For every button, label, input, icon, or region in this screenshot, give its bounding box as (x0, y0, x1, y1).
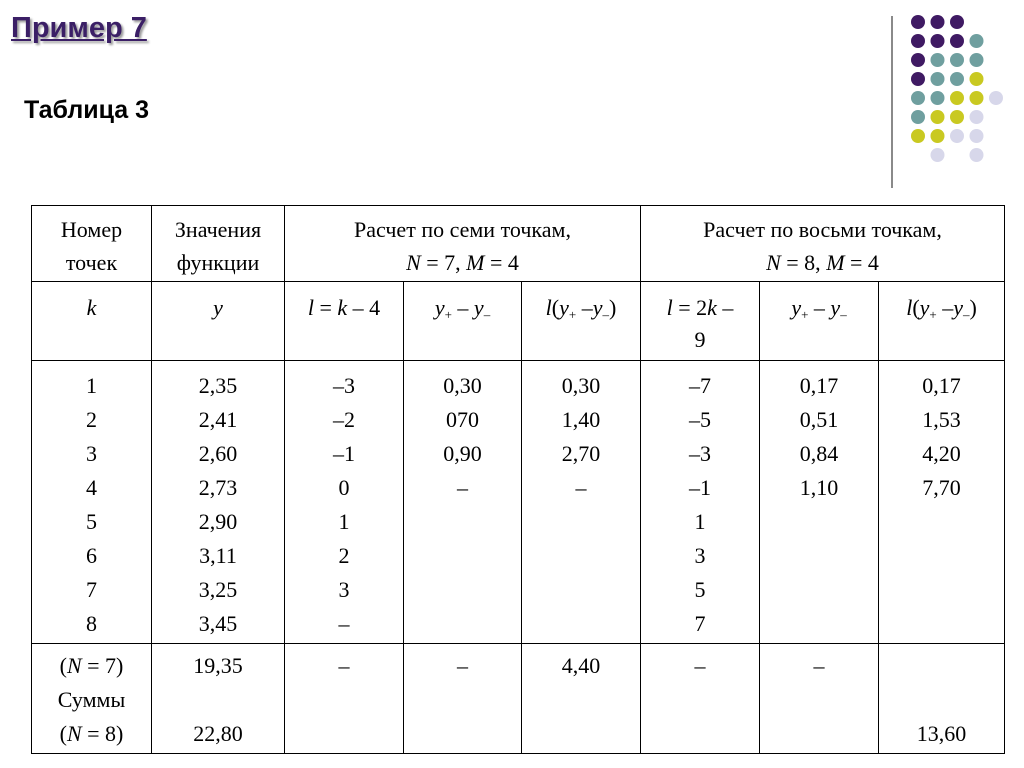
cell-value: 3,25 (198, 577, 238, 602)
sums-label: (N = 7) Суммы (N = 8) (32, 644, 152, 754)
sum-diff-eight: – (760, 644, 879, 754)
cell-value: 3 (86, 441, 97, 466)
sums-row (32, 644, 1005, 754)
cell-value: 4,20 (922, 441, 961, 466)
cell-value: 0,30 (561, 373, 601, 398)
decorative-dot (931, 53, 945, 67)
k-values (32, 361, 152, 644)
diff-seven-values (404, 361, 522, 644)
cell-value: 2,35 (198, 373, 238, 398)
cell-value: 2 (86, 407, 97, 432)
decorative-dot (989, 91, 1003, 105)
cell-value: 3 (694, 543, 706, 568)
decorative-dot (970, 91, 984, 105)
cell-value: 0,17 (922, 373, 961, 398)
cell-value: 2,41 (198, 407, 238, 432)
cell-value: 1,53 (922, 407, 961, 432)
decorative-dot (931, 110, 945, 124)
sum-l-eight: – (641, 644, 760, 754)
sum-product-seven: 4,40 (522, 644, 641, 754)
decorative-dot (911, 72, 925, 86)
col-diff-seven: $y_+ - y_-$ (404, 282, 522, 361)
cell-value: –3 (689, 441, 711, 466)
decorative-dot (970, 148, 984, 162)
decorative-dot (950, 110, 964, 124)
cell-value: 8 (86, 611, 97, 636)
col-l-eight: l = 2k – 9 (641, 282, 760, 361)
sum-product-eight: 13,60 (879, 644, 1005, 754)
cell-value: 2,60 (198, 441, 238, 466)
cell-value: 1,10 (799, 475, 839, 500)
data-table (31, 205, 1005, 754)
product-eight-values (879, 361, 1005, 644)
cell-value: 0 (338, 475, 350, 500)
cell-value: 2,90 (198, 509, 238, 534)
decorative-dot-grid (0, 0, 1024, 200)
sum-l-seven: – (285, 644, 404, 754)
cell-value: 4 (86, 475, 97, 500)
col-y: y (152, 282, 285, 361)
col-product-eight: $l(y_+$ $-y_-$) (879, 282, 1005, 361)
cell-value: 1 (86, 373, 97, 398)
decorative-dot (970, 53, 984, 67)
decorative-dot (911, 15, 925, 29)
cell-value: 2,70 (561, 441, 601, 466)
header-row-2 (32, 282, 1005, 361)
decorative-dot (950, 34, 964, 48)
cell-value: –1 (689, 475, 711, 500)
decorative-dot (911, 110, 925, 124)
cell-value: 3,45 (198, 611, 238, 636)
cell-value: 7 (694, 611, 706, 636)
cell-value: –5 (689, 407, 711, 432)
decorative-dot (950, 72, 964, 86)
table-caption: Таблица 3 (24, 96, 150, 124)
cell-value: 2 (338, 543, 350, 568)
decorative-dot (970, 110, 984, 124)
cell-value: 7,70 (922, 475, 961, 500)
decorative-dot (950, 53, 964, 67)
sum-y: 19,35 22,80 (152, 644, 285, 754)
header-point-number: Номер точек (32, 206, 152, 282)
cell-value: 7 (86, 577, 97, 602)
decorative-dot (931, 72, 945, 86)
product-seven-values (522, 361, 641, 644)
cell-value: 5 (86, 509, 97, 534)
table-row (32, 361, 1005, 644)
sum-diff-seven: – (404, 644, 522, 754)
col-k: k (32, 282, 152, 361)
diff-eight-values (760, 361, 879, 644)
cell-value: –7 (689, 373, 711, 398)
decorative-dot (911, 91, 925, 105)
decorative-dot (911, 129, 925, 143)
decorative-dot (931, 91, 945, 105)
col-diff-eight: $y_+ - y_-$ (760, 282, 879, 361)
cell-value: 1 (338, 509, 350, 534)
cell-value: 0,84 (799, 441, 839, 466)
col-product-seven: $l(y_+$ $-y_-$) (522, 282, 641, 361)
l-seven-values (285, 361, 404, 644)
header-function-values: Значения функции (152, 206, 285, 282)
cell-value: 5 (694, 577, 706, 602)
decorative-dot (931, 148, 945, 162)
cell-value: – (575, 475, 587, 500)
header-seven-points: Расчет по семи точкам, N = 7, M = 4 (285, 206, 641, 282)
decorative-dot (970, 129, 984, 143)
cell-value: – (338, 611, 350, 636)
decorative-dot (911, 53, 925, 67)
decorative-dot (950, 91, 964, 105)
cell-value: –1 (333, 441, 355, 466)
cell-value: 0,90 (443, 441, 482, 466)
cell-value: –2 (333, 407, 355, 432)
decorative-dot (931, 34, 945, 48)
cell-value: 3 (338, 577, 350, 602)
y-values (152, 361, 285, 644)
cell-value: 1 (694, 509, 706, 534)
decorative-dot (970, 72, 984, 86)
cell-value: 0,30 (443, 373, 482, 398)
decorative-dot (931, 129, 945, 143)
decorative-dot (970, 34, 984, 48)
cell-value: 070 (446, 407, 479, 432)
decorative-dot (950, 15, 964, 29)
header-row-1 (32, 206, 1005, 282)
cell-value: 6 (86, 543, 97, 568)
slide-title: Пример 7 (11, 12, 147, 44)
cell-value: 0,17 (799, 373, 839, 398)
decorative-dot (931, 15, 945, 29)
cell-value: 1,40 (561, 407, 601, 432)
header-eight-points: Расчет по восьми точкам, N = 8, M = 4 (641, 206, 1005, 282)
cell-value: 0,51 (799, 407, 839, 432)
cell-value: –3 (333, 373, 355, 398)
decorative-dot (950, 129, 964, 143)
cell-value: 3,11 (199, 543, 237, 568)
col-l-seven: l = k – 4 (285, 282, 404, 361)
cell-value: 2,73 (198, 475, 238, 500)
l-eight-values (641, 361, 760, 644)
decorative-dot (911, 34, 925, 48)
cell-value: – (457, 475, 468, 500)
